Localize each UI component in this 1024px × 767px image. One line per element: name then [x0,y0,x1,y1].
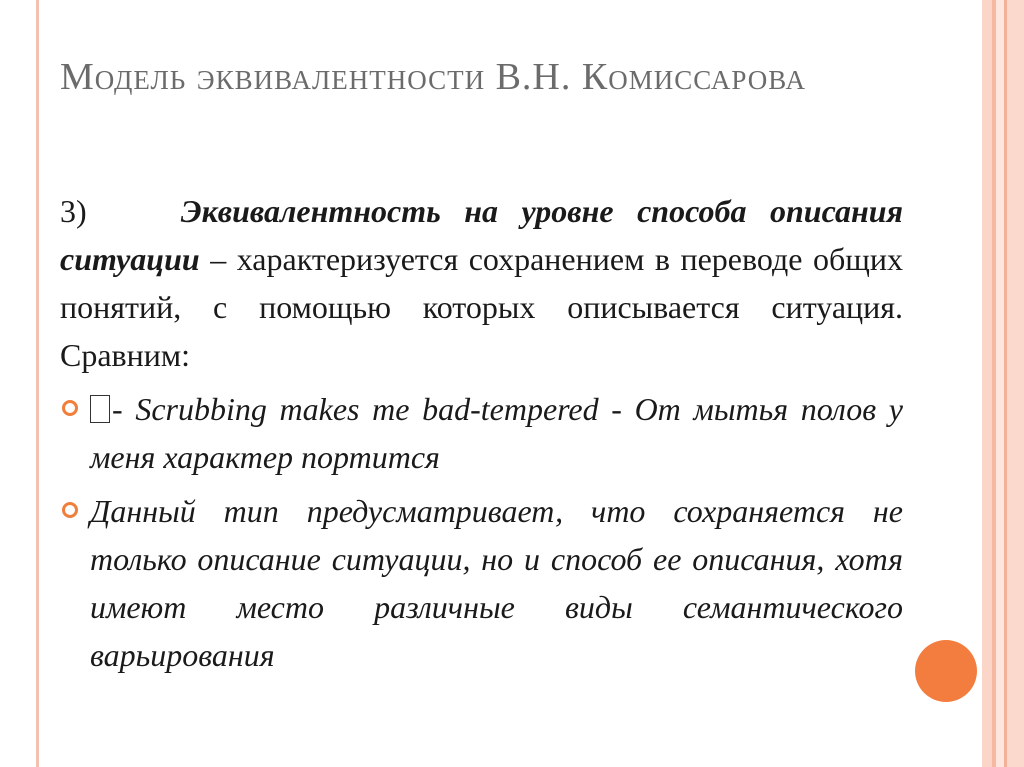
numbered-paragraph [60,187,903,379]
right-border-stripe [996,0,1004,767]
bullet-prefix: - [112,391,136,427]
right-border-stripe [1007,0,1024,767]
paragraph-definition: характеризуется сохранением в переводе общих понятий, с помощью которых описывается ситуация. Сравним: [60,241,904,373]
slide-title: Модель эквивалентности В.Н. Комиссарова [60,56,807,98]
paragraph-number: 3) [60,193,87,229]
missing-glyph-icon [90,395,110,423]
paragraph-dash: – [199,241,237,277]
slide-body [60,187,903,679]
bullet-icon [62,400,78,416]
bullet-text: Данный тип предусматривает, что сохраняется не только описание ситуации, но и способ ее описания, хотя имеют место различные виды семантического варьирования [90,493,903,673]
right-border-stripe [982,0,992,767]
list-item [60,487,903,679]
list-item [60,385,903,481]
decorative-circle [915,640,977,702]
bullet-text: Scrubbing makes me bad-tempered - От мытья полов у меня характер портится [90,391,904,475]
bullet-icon [62,502,78,518]
paragraph-term: Эквивалентность на уровне способа описания ситуации [60,193,903,277]
